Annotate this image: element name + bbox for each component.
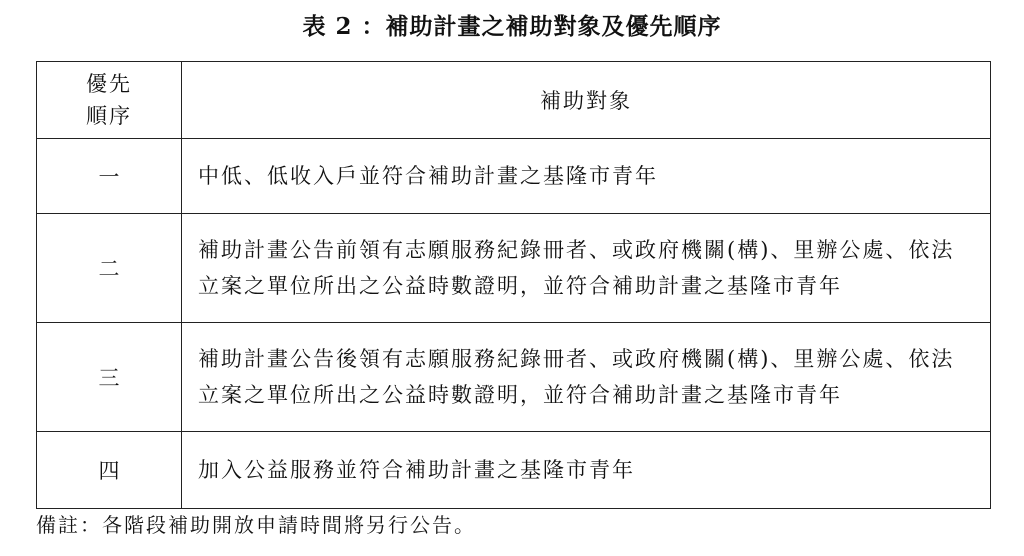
table-title: 表 2 ：補助計畫之補助對象及優先順序 — [302, 13, 722, 40]
priority-cell: 四 — [37, 432, 182, 509]
target-cell: 補助計畫公告前領有志願服務紀錄冊者、或政府機關(構)、里辦公處、依法立案之單位所出之公益時數證明，並符合補助計畫之基隆市青年 — [182, 214, 991, 323]
target-cell: 中低、低收入戶並符合補助計畫之基隆市青年 — [182, 139, 991, 214]
table-note: 備註：各階段補助開放申請時間將另行公告。 — [36, 513, 476, 537]
table-row — [37, 323, 991, 432]
header-priority-line2: 順序 — [86, 104, 132, 128]
table-row — [37, 214, 991, 323]
table-row — [37, 432, 991, 509]
priority-cell: 三 — [37, 323, 182, 432]
header-priority — [37, 62, 182, 139]
target-cell: 補助計畫公告後領有志願服務紀錄冊者、或政府機關(構)、里辦公處、依法立案之單位所出之公益時數證明，並符合補助計畫之基隆市青年 — [182, 323, 991, 432]
header-priority-line1: 優先 — [86, 72, 132, 96]
table-row — [37, 139, 991, 214]
priority-cell: 一 — [37, 139, 182, 214]
priority-cell: 二 — [37, 214, 182, 323]
table-header-row — [37, 62, 991, 139]
header-target: 補助對象 — [182, 62, 991, 139]
priority-table — [36, 61, 991, 509]
target-cell: 加入公益服務並符合補助計畫之基隆市青年 — [182, 432, 991, 509]
